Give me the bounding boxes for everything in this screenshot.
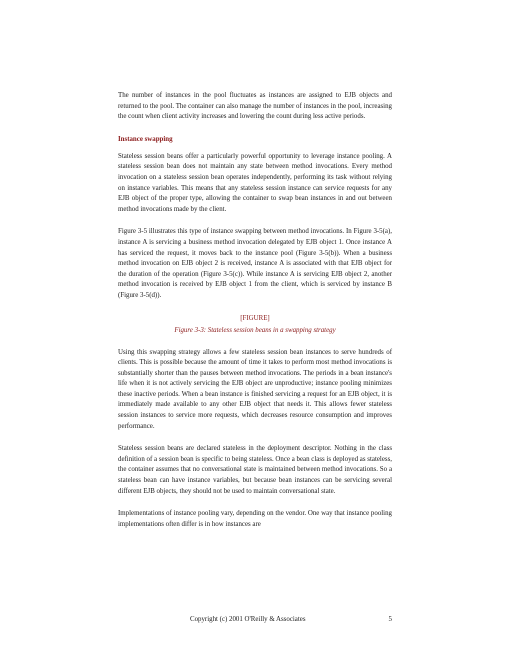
paragraph-vendor-implementations: Implementations of instance pooling vary, depending on the vendor. One way that instance pooling implementations often differ is in how instances are (118, 510, 392, 528)
paragraph-pool-fluctuation: The number of instances in the pool fluctuates as instances are assigned to EJB objects and returned to the pool. The container can also manage the number of instances in the pool, increasing the count when client activity increases and lowering the count during less active periods. (118, 92, 392, 121)
figure-caption: Figure 3-3: Stateless session beans in a swapping strategy (174, 326, 336, 334)
section-heading: Instance swapping (118, 135, 173, 143)
figure-placeholder: [FIGURE] (240, 314, 270, 322)
paragraph-figure-description: Figure 3-5 illustrates this type of instance swapping between method invocations. In Figure 3-5(a), instance A is servicing a business method invocation delegated by EJB object 1. Once instance A has serviced the request, it moves back to the instance pool (Figure 3-5(b)). When a business method invocation on EJB object 2 is received, instance A is associated with that EJB object for the duration of the operation (Figure 3-5(c)). While instance A is servicing EJB object 2, another method invocation is received by EJB object 1 from the client, which is serviced by instance B (Figure 3-5(d)). (118, 228, 392, 299)
copyright-notice: Copyright (c) 2001 O'Reilly & Associates (190, 616, 306, 623)
paragraph-swapping-strategy: Using this swapping strategy allows a few stateless session bean instances to serve hundreds of clients. This is possible because the amount of time it takes to perform most method invocations is substantially shorter than the pauses between method invocations. The periods in a bean instance's life when it is not actively servicing the EJB object are unproductive; instance pooling minimizes these inactive periods. When a bean instance is finished servicing a request for an EJB object, it is immediately made available to any other EJB object that needs it. This allows fewer stateless session instances to service more requests, which decreases resource consumption and improves performance. (118, 348, 392, 430)
page-body (118, 91, 392, 542)
paragraph-stateless-pooling: Stateless session beans offer a particularly powerful opportunity to leverage instance pooling. A stateless session bean does not maintain any state between method invocations. Every method invocation on a stateless session bean operates independently, performing its task without relying on instance variables. This means that any stateless session instance can service requests for any EJB object of the proper type, allowing the container to swap bean instances in and out between method invocations made by the client. (118, 152, 392, 213)
page-number: 5 (388, 616, 392, 623)
paragraph-deployment-descriptor: Stateless session beans are declared stateless in the deployment descriptor. Nothing in the class definition of a session bean is specific to being stateless. Once a bean class is deployed as stateless, the container assumes that no conversational state is maintained between method invocations. So a stateless bean can have instance variables, but because bean instances can be servicing several different EJB objects, they should not be used to maintain conversational state. (118, 445, 392, 495)
